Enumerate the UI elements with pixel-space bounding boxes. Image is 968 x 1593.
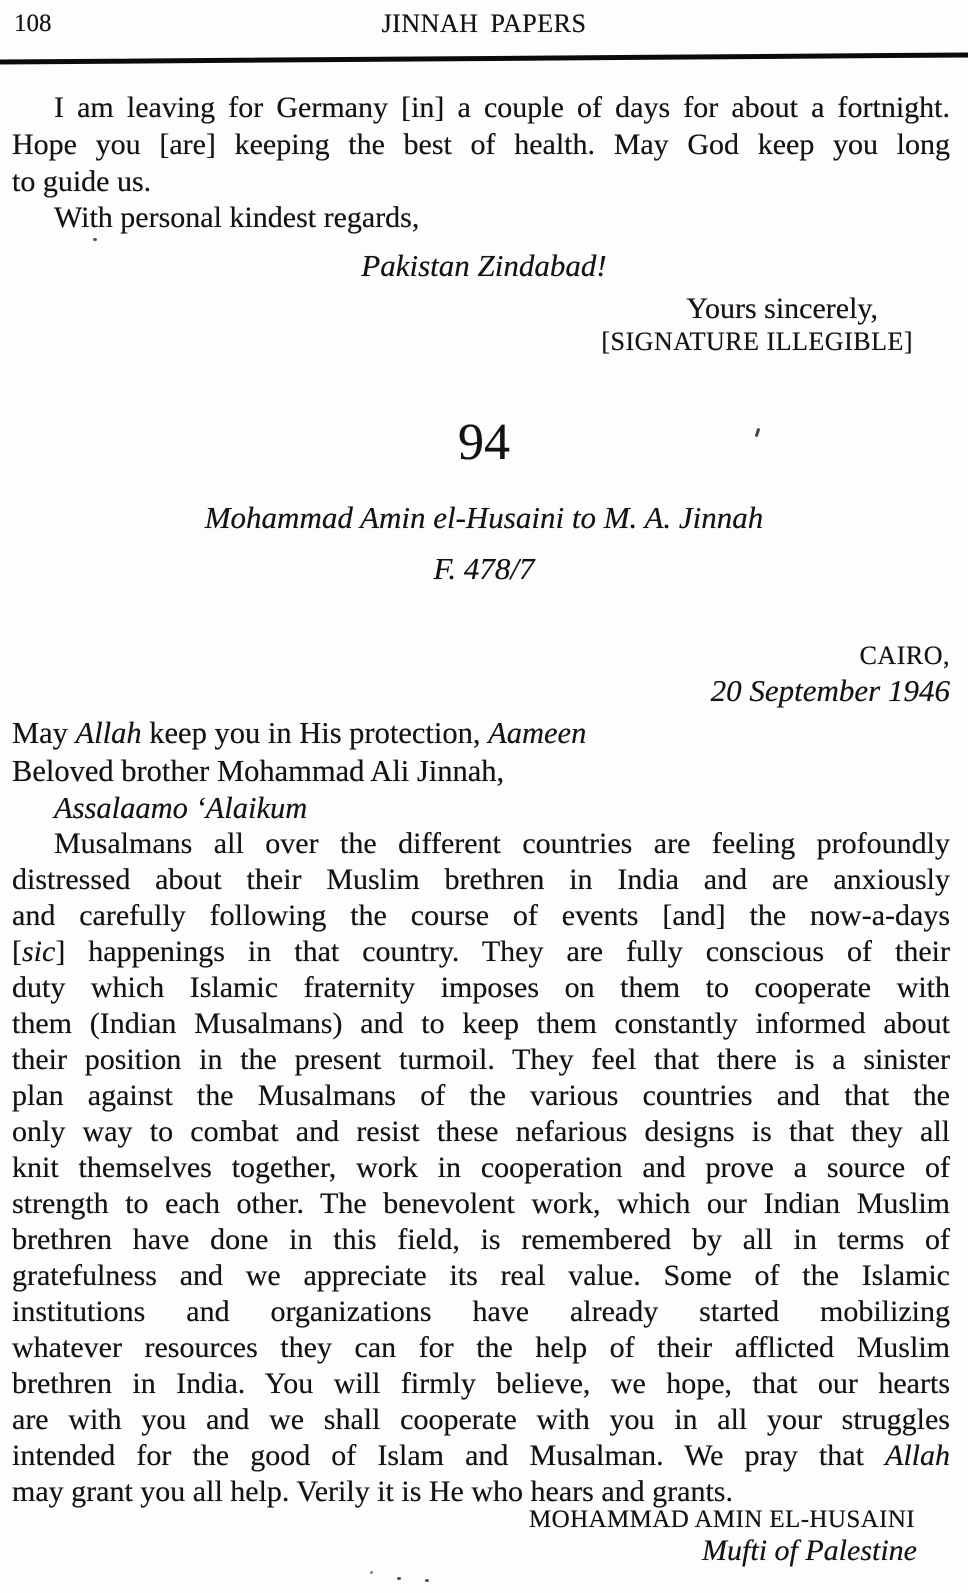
text-line: whatever resources they can for the help of their afflicted Muslim [12, 1331, 950, 1364]
scan-speck [397, 1577, 401, 1580]
letter-body-paragraph [12, 826, 950, 1510]
text-line: plan against the Musalmans of the various countries and that the [12, 1079, 950, 1112]
text-line: are with you and we shall cooperate with you in all your struggles [12, 1403, 950, 1436]
document-heading: Mohammad Amin el-Husaini to M. A. Jinnah [204, 500, 764, 535]
text-line: I am leaving for Germany [in] a couple of days for about a fortnight. [54, 91, 950, 124]
document-number: 94 [458, 414, 510, 471]
text-line: Hope you [are] keeping the best of health. May God keep you long [12, 127, 950, 161]
text-line: their position in the present turmoil. They feel that there is a sinister [12, 1043, 950, 1076]
text-line: may grant you all help. Verily it is He who hears and grants. [12, 1475, 733, 1508]
text-line: to guide us. [12, 164, 152, 198]
scan-speck [370, 1571, 373, 1574]
text-line: With personal kindest regards, [54, 201, 420, 235]
scan-speck [425, 1579, 429, 1582]
text-line: [sic] happenings in that country. They are fully conscious of their [12, 935, 950, 968]
text-line: distressed about their Muslim brethren in India and are anxiously [12, 863, 950, 896]
text-line: only way to combat and resist these nefarious designs is that they all [12, 1115, 950, 1148]
previous-letter-closing-paragraph [12, 90, 950, 237]
text-line: May Allah keep you in His protection, Aameen [12, 716, 587, 750]
slogan-line: Pakistan Zindabad! [361, 248, 607, 283]
text-line: Musalmans all over the different countries are feeling profoundly [54, 827, 950, 860]
text-line: Beloved brother Mohammad Ali Jinnah, [12, 753, 505, 788]
signatory-title: Mufti of Palestine [702, 1534, 917, 1567]
running-header-title: JINNAH PAPERS [381, 9, 587, 38]
page-number: 108 [14, 10, 52, 37]
letter-salutation-block [12, 715, 950, 828]
text-line: knit themselves together, work in cooperation and prove a source of [12, 1151, 950, 1184]
signatory-name: MOHAMMAD AMIN EL-HUSAINI [529, 1506, 915, 1533]
text-line: intended for the good of Islam and Musalman. We pray that Allah [12, 1439, 950, 1472]
text-line: Assalaamo ‘Alaikum [54, 791, 308, 825]
header-rule [0, 52, 968, 64]
date-line: 20 September 1946 [710, 673, 950, 708]
text-line: duty which Islamic fraternity imposes on them to cooperate with [12, 971, 950, 1004]
text-line: strength to each other. The benevolent work, which our Indian Muslim [12, 1187, 950, 1220]
text-line: them (Indian Musalmans) and to keep them constantly informed about [12, 1007, 950, 1040]
place-line: CAIRO, [859, 641, 950, 670]
text-line: institutions and organizations have already started mobilizing [12, 1295, 950, 1328]
signature-illegible-note: [SIGNATURE ILLEGIBLE] [601, 327, 913, 356]
text-line: brethren have done in this field, is remembered by all in terms of [12, 1223, 950, 1256]
text-line: and carefully following the course of events [and] the now-a-days [12, 899, 950, 932]
file-reference: F. 478/7 [433, 551, 535, 586]
valediction-line: Yours sincerely, [686, 292, 878, 325]
scan-speck [93, 238, 97, 241]
text-line: gratefulness and we appreciate its real value. Some of the Islamic [12, 1259, 950, 1292]
text-line: brethren in India. You will firmly believe, we hope, that our hearts [12, 1367, 950, 1400]
